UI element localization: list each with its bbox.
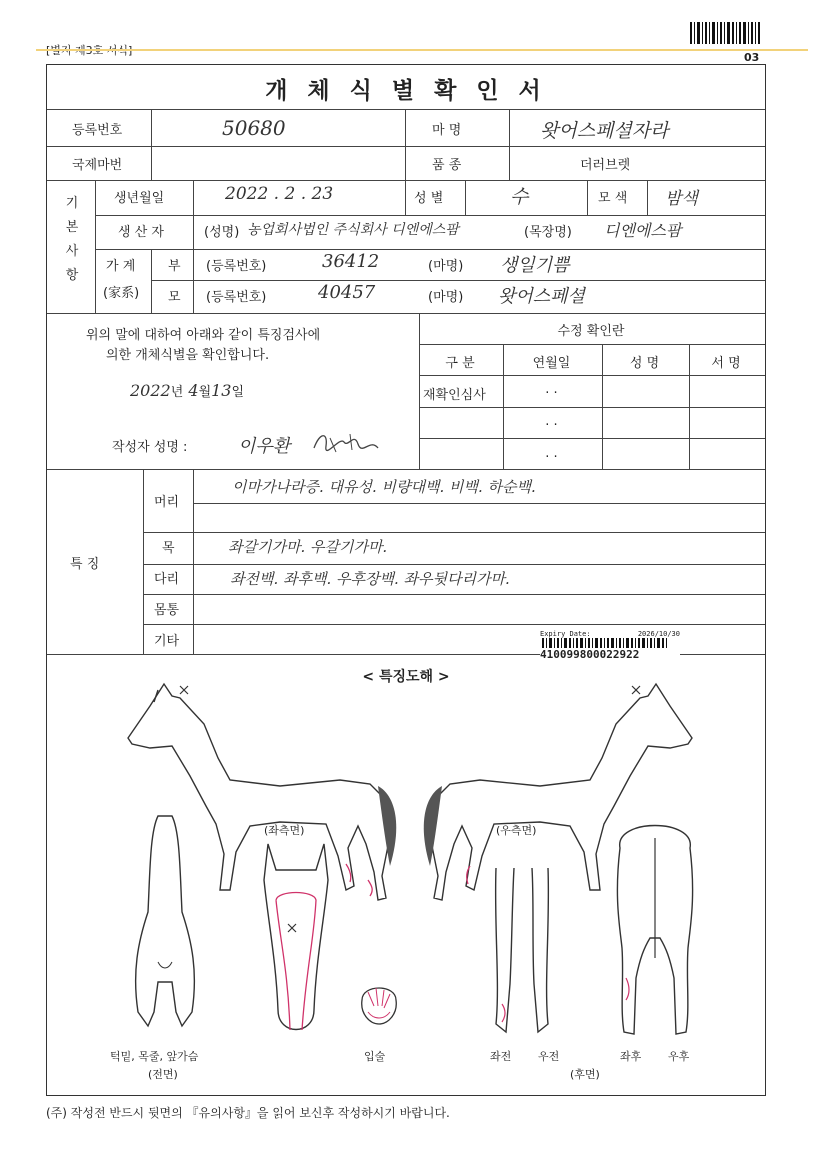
pedigree-hanja: (家系) xyxy=(103,286,140,301)
neck-label: 목 xyxy=(162,541,175,556)
correction-title: 수정 확인란 xyxy=(557,324,625,339)
color-value: 밤색 xyxy=(665,189,698,209)
neck-value: 좌갈기가마. 우갈기가마. xyxy=(228,538,388,556)
dam-name-prefix: (마명) xyxy=(428,290,464,305)
col-sign-header: 서 명 xyxy=(711,356,741,371)
writer-signature xyxy=(310,428,382,456)
header-divider xyxy=(36,49,808,51)
barcode-image xyxy=(690,22,760,44)
leg-right-rear: 우후 xyxy=(668,1050,690,1063)
breed-value: 더러브렛 xyxy=(580,158,631,173)
head-value: 이마가나라증. 대유성. 비량대백. 비백. 하순백. xyxy=(232,478,536,496)
basic-section-label: 기 본 사 항 xyxy=(65,196,79,283)
intl-no-label: 국제마번 xyxy=(72,158,123,173)
confirm-date: 2022년 4월13일 xyxy=(130,381,245,400)
horse-name-label: 마 명 xyxy=(432,123,462,138)
leg-left-rear: 좌후 xyxy=(620,1050,642,1063)
sire-name-prefix: (마명) xyxy=(428,259,464,274)
dam-reg-value: 40457 xyxy=(318,282,376,303)
writer-name: 이우환 xyxy=(238,436,291,457)
horse-name-value: 왓어스페셜자라 xyxy=(540,120,669,142)
reg-no-value: 50680 xyxy=(222,116,286,140)
col-name-header: 성 명 xyxy=(629,356,660,371)
front-legs-diagram xyxy=(482,864,562,1044)
rear-label: (후면) xyxy=(570,1068,600,1081)
sire-reg-prefix: (등록번호) xyxy=(206,259,267,274)
legs-label: 다리 xyxy=(154,572,180,587)
birth-label: 생년월일 xyxy=(114,191,165,206)
date-placeholder: . . xyxy=(545,446,558,461)
date-placeholder: . . xyxy=(545,414,558,429)
page-number: 03 xyxy=(744,51,760,64)
horse-rear-view-diagram xyxy=(610,808,700,1044)
lip-caption: 입술 xyxy=(364,1050,386,1063)
left-side-label: (좌측면) xyxy=(264,824,305,837)
col-date-header: 연월일 xyxy=(532,356,571,371)
horse-lips-diagram xyxy=(354,980,404,1030)
col-type-header: 구 분 xyxy=(445,356,475,371)
producer-name-prefix: (성명) xyxy=(204,225,240,240)
sire-label: 부 xyxy=(168,259,181,274)
sex-label: 성 별 xyxy=(414,191,444,206)
date-placeholder: . . xyxy=(545,382,558,397)
front-label: (전면) xyxy=(148,1068,178,1081)
leg-right-front: 우전 xyxy=(538,1050,560,1063)
right-side-label: (우측면) xyxy=(496,824,537,837)
writer-label: 작성자 성명 : xyxy=(112,440,188,455)
sire-reg-value: 36412 xyxy=(322,251,380,272)
horse-front-view-diagram xyxy=(128,812,202,1042)
producer-label: 생 산 자 xyxy=(118,225,164,240)
dam-label: 모 xyxy=(168,290,181,305)
farm-value: 디엔에스팜 xyxy=(604,221,682,240)
pedigree-label: 가 계 xyxy=(106,259,136,274)
horse-head-front-diagram xyxy=(254,840,338,1050)
document-title: 개 체 식 별 확 인 서 xyxy=(265,78,547,104)
sex-value: 수 xyxy=(510,186,529,208)
leg-left-front: 좌전 xyxy=(490,1050,512,1063)
reg-no-label: 등록번호 xyxy=(72,123,123,138)
legs-value: 좌전백. 좌후백. 우후장백. 좌우뒷다리가마. xyxy=(230,570,510,588)
dam-reg-prefix: (등록번호) xyxy=(206,290,267,305)
body-label: 몸통 xyxy=(154,603,180,618)
front-caption: 턱밑, 목줄, 앞가슴 xyxy=(110,1050,199,1063)
dam-name-value: 왓어스페셜 xyxy=(498,286,585,307)
statement-line-2: 의한 개체식별을 확인합니다. xyxy=(106,348,270,363)
statement-line-1: 위의 말에 대하여 아래와 같이 특징검사에 xyxy=(86,328,321,343)
breed-label: 품 종 xyxy=(432,158,462,173)
color-label: 모 색 xyxy=(598,191,628,206)
head-label: 머리 xyxy=(154,495,180,510)
other-label: 기타 xyxy=(154,634,180,649)
footer-note: (주) 작성전 반드시 뒷면의 『유의사항』을 읽어 보신후 작성하시기 바랍니다. xyxy=(46,1106,450,1120)
birth-value: 2022 . 2 . 23 xyxy=(225,184,334,204)
sire-name-value: 생일기쁨 xyxy=(500,255,570,276)
features-section-label: 특 징 xyxy=(70,557,100,572)
farm-prefix: (목장명) xyxy=(524,225,572,240)
recheck-row-label: 재확인심사 xyxy=(423,388,486,403)
diagram-title: < 특징도해 > xyxy=(362,669,450,685)
expiry-sticker: Expiry Date: 2026/10/30 410099800022922 xyxy=(540,630,680,664)
producer-name-value: 농업회사법인 주식회사 디엔에스팜 xyxy=(247,222,459,238)
